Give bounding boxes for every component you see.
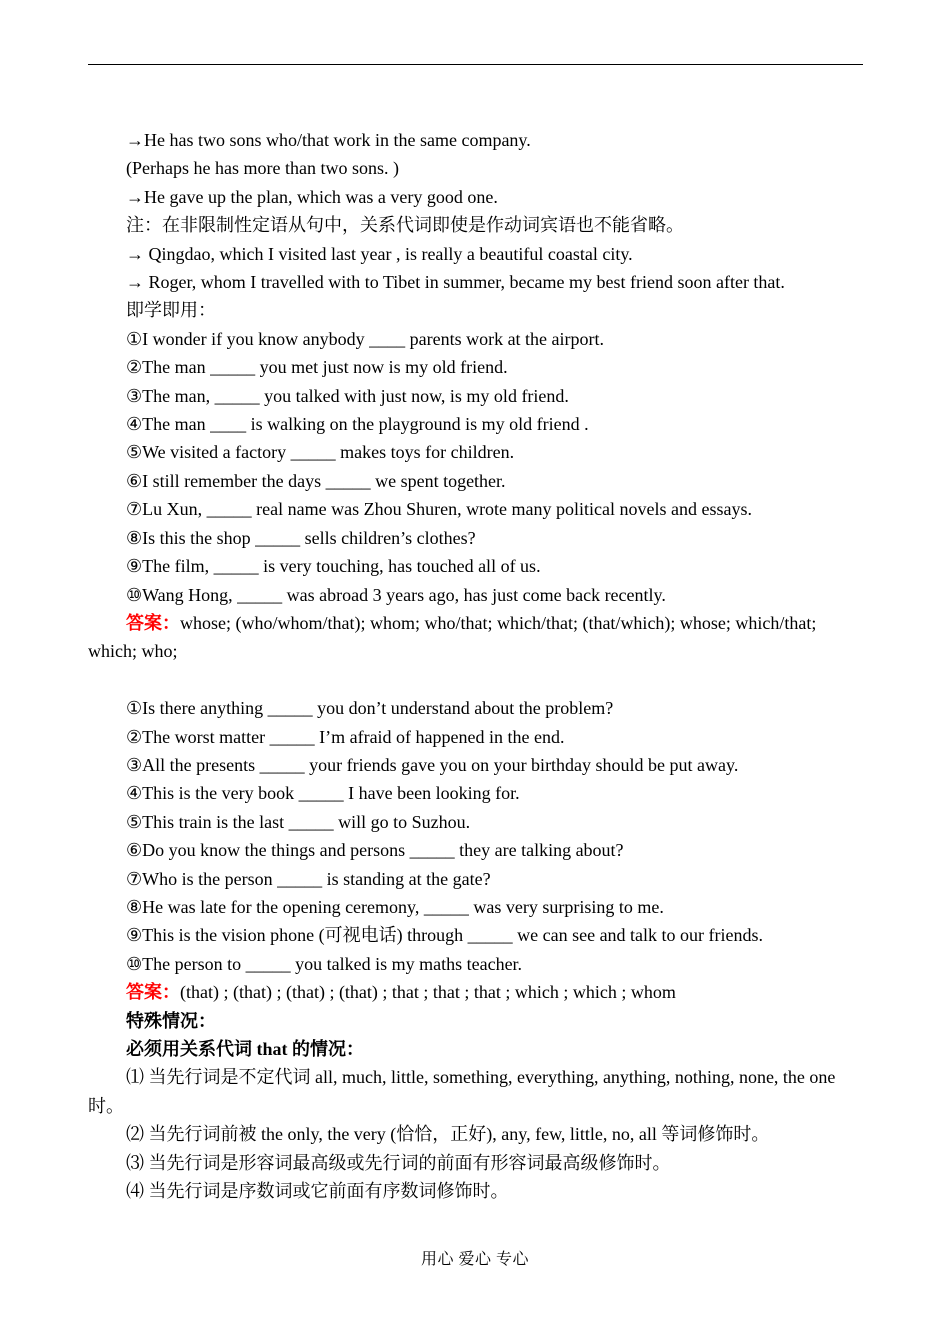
exercise-item: ⑨This is the vision phone (可视电话) through _____ we can see and talk to our friends. <box>126 925 764 946</box>
exercise-item: ⑦Lu Xun, _____ real name was Zhou Shuren, wrote many political novels and essays. <box>126 499 753 520</box>
exercise-item: ⑥I still remember the days _____ we spent together. <box>126 470 506 491</box>
exercise-item: ②The worst matter _____ I’m afraid of happened in the end. <box>126 726 565 747</box>
rule-item: ⑷ 当先行词是序数词或它前面有序数词修饰时。 <box>126 1181 509 1202</box>
exercise-item: ④This is the very book _____ I have been looking for. <box>126 783 520 804</box>
example-line: → Qingdao, which I visited last year , is really a beautiful coastal city. <box>126 243 633 264</box>
exercise-item: ⑥Do you know the things and persons _____ they are talking about? <box>126 840 624 861</box>
that-heading: 必须用关系代词 that 的情况： <box>126 1038 364 1059</box>
answer-text: (that) ; (that) ; (that) ; (that) ; that ; that ; that ; which ; which ; whom <box>180 982 676 1003</box>
rule-item: ⑶ 当先行词是形容词最高级或先行词的前面有形容词最高级修饰时。 <box>126 1152 671 1173</box>
answer-paragraph <box>88 609 863 666</box>
exercise-item: ⑩Wang Hong, _____ was abroad 3 years ago, has just come back recently. <box>126 584 666 605</box>
exercise-item: ⑩The person to _____ you talked is my maths teacher. <box>126 953 523 974</box>
answer-text: whose; (who/whom/that); whom; who/that; which/that; (that/which); whose; which/that; which; who; <box>88 612 817 662</box>
example-line: →He gave up the plan, which was a very good one. <box>126 186 498 207</box>
exercise-item: ③The man, _____ you talked with just now, is my old friend. <box>126 385 569 406</box>
exercise-item: ④The man ____ is walking on the playground is my old friend . <box>126 414 589 435</box>
exercise-item: ①Is there anything _____ you don’t understand about the problem? <box>126 698 614 719</box>
example-line: (Perhaps he has more than two sons. ) <box>126 158 399 179</box>
exercise-item: ①I wonder if you know anybody ____ parents work at the airport. <box>126 328 605 349</box>
exercise-item: ⑧He was late for the opening ceremony, _____ was very surprising to me. <box>126 896 664 917</box>
note-line: 注：在非限制性定语从句中，关系代词即使是作动词宾语也不能省略。 <box>126 215 684 236</box>
answer-label: 答案： <box>126 982 180 1003</box>
special-heading: 特殊情况： <box>126 1010 216 1031</box>
page-footer: 用心 爱心 专心 <box>420 1251 529 1268</box>
rule-item: ⑵ 当先行词前被 the only, the very (恰恰，正好), any, few, little, no, all 等词修饰时。 <box>126 1124 770 1145</box>
exercise-item: ③All the presents _____ your friends gave you on your birthday should be put away. <box>126 754 739 775</box>
exercise-item: ②The man _____ you met just now is my old friend. <box>126 357 508 378</box>
exercise-item: ⑤We visited a factory _____ makes toys for children. <box>126 442 515 463</box>
header-rule <box>88 64 863 65</box>
rule-item: ⑴ 当先行词是不定代词 all, much, little, something, everything, anything, nothing, none, the one 时。 <box>88 1067 836 1116</box>
spacer <box>88 666 863 694</box>
example-line: → Roger, whom I travelled with to Tibet in summer, became my best friend soon after that. <box>126 272 785 293</box>
example-line: →He has two sons who/that work in the same company. <box>126 130 531 150</box>
exercise-item: ⑨The film, _____ is very touching, has touched all of us. <box>126 556 541 577</box>
exercise-item: ⑤This train is the last _____ will go to Suzhou. <box>126 811 471 832</box>
document-body <box>88 126 863 1205</box>
exercise-item: ⑦Who is the person _____ is standing at the gate? <box>126 868 491 889</box>
answer-label: 答案： <box>126 612 180 633</box>
answer-paragraph <box>88 978 863 1006</box>
practice-heading: 即学即用： <box>126 300 216 321</box>
exercise-item: ⑧Is this the shop _____ sells children’s clothes? <box>126 527 476 548</box>
